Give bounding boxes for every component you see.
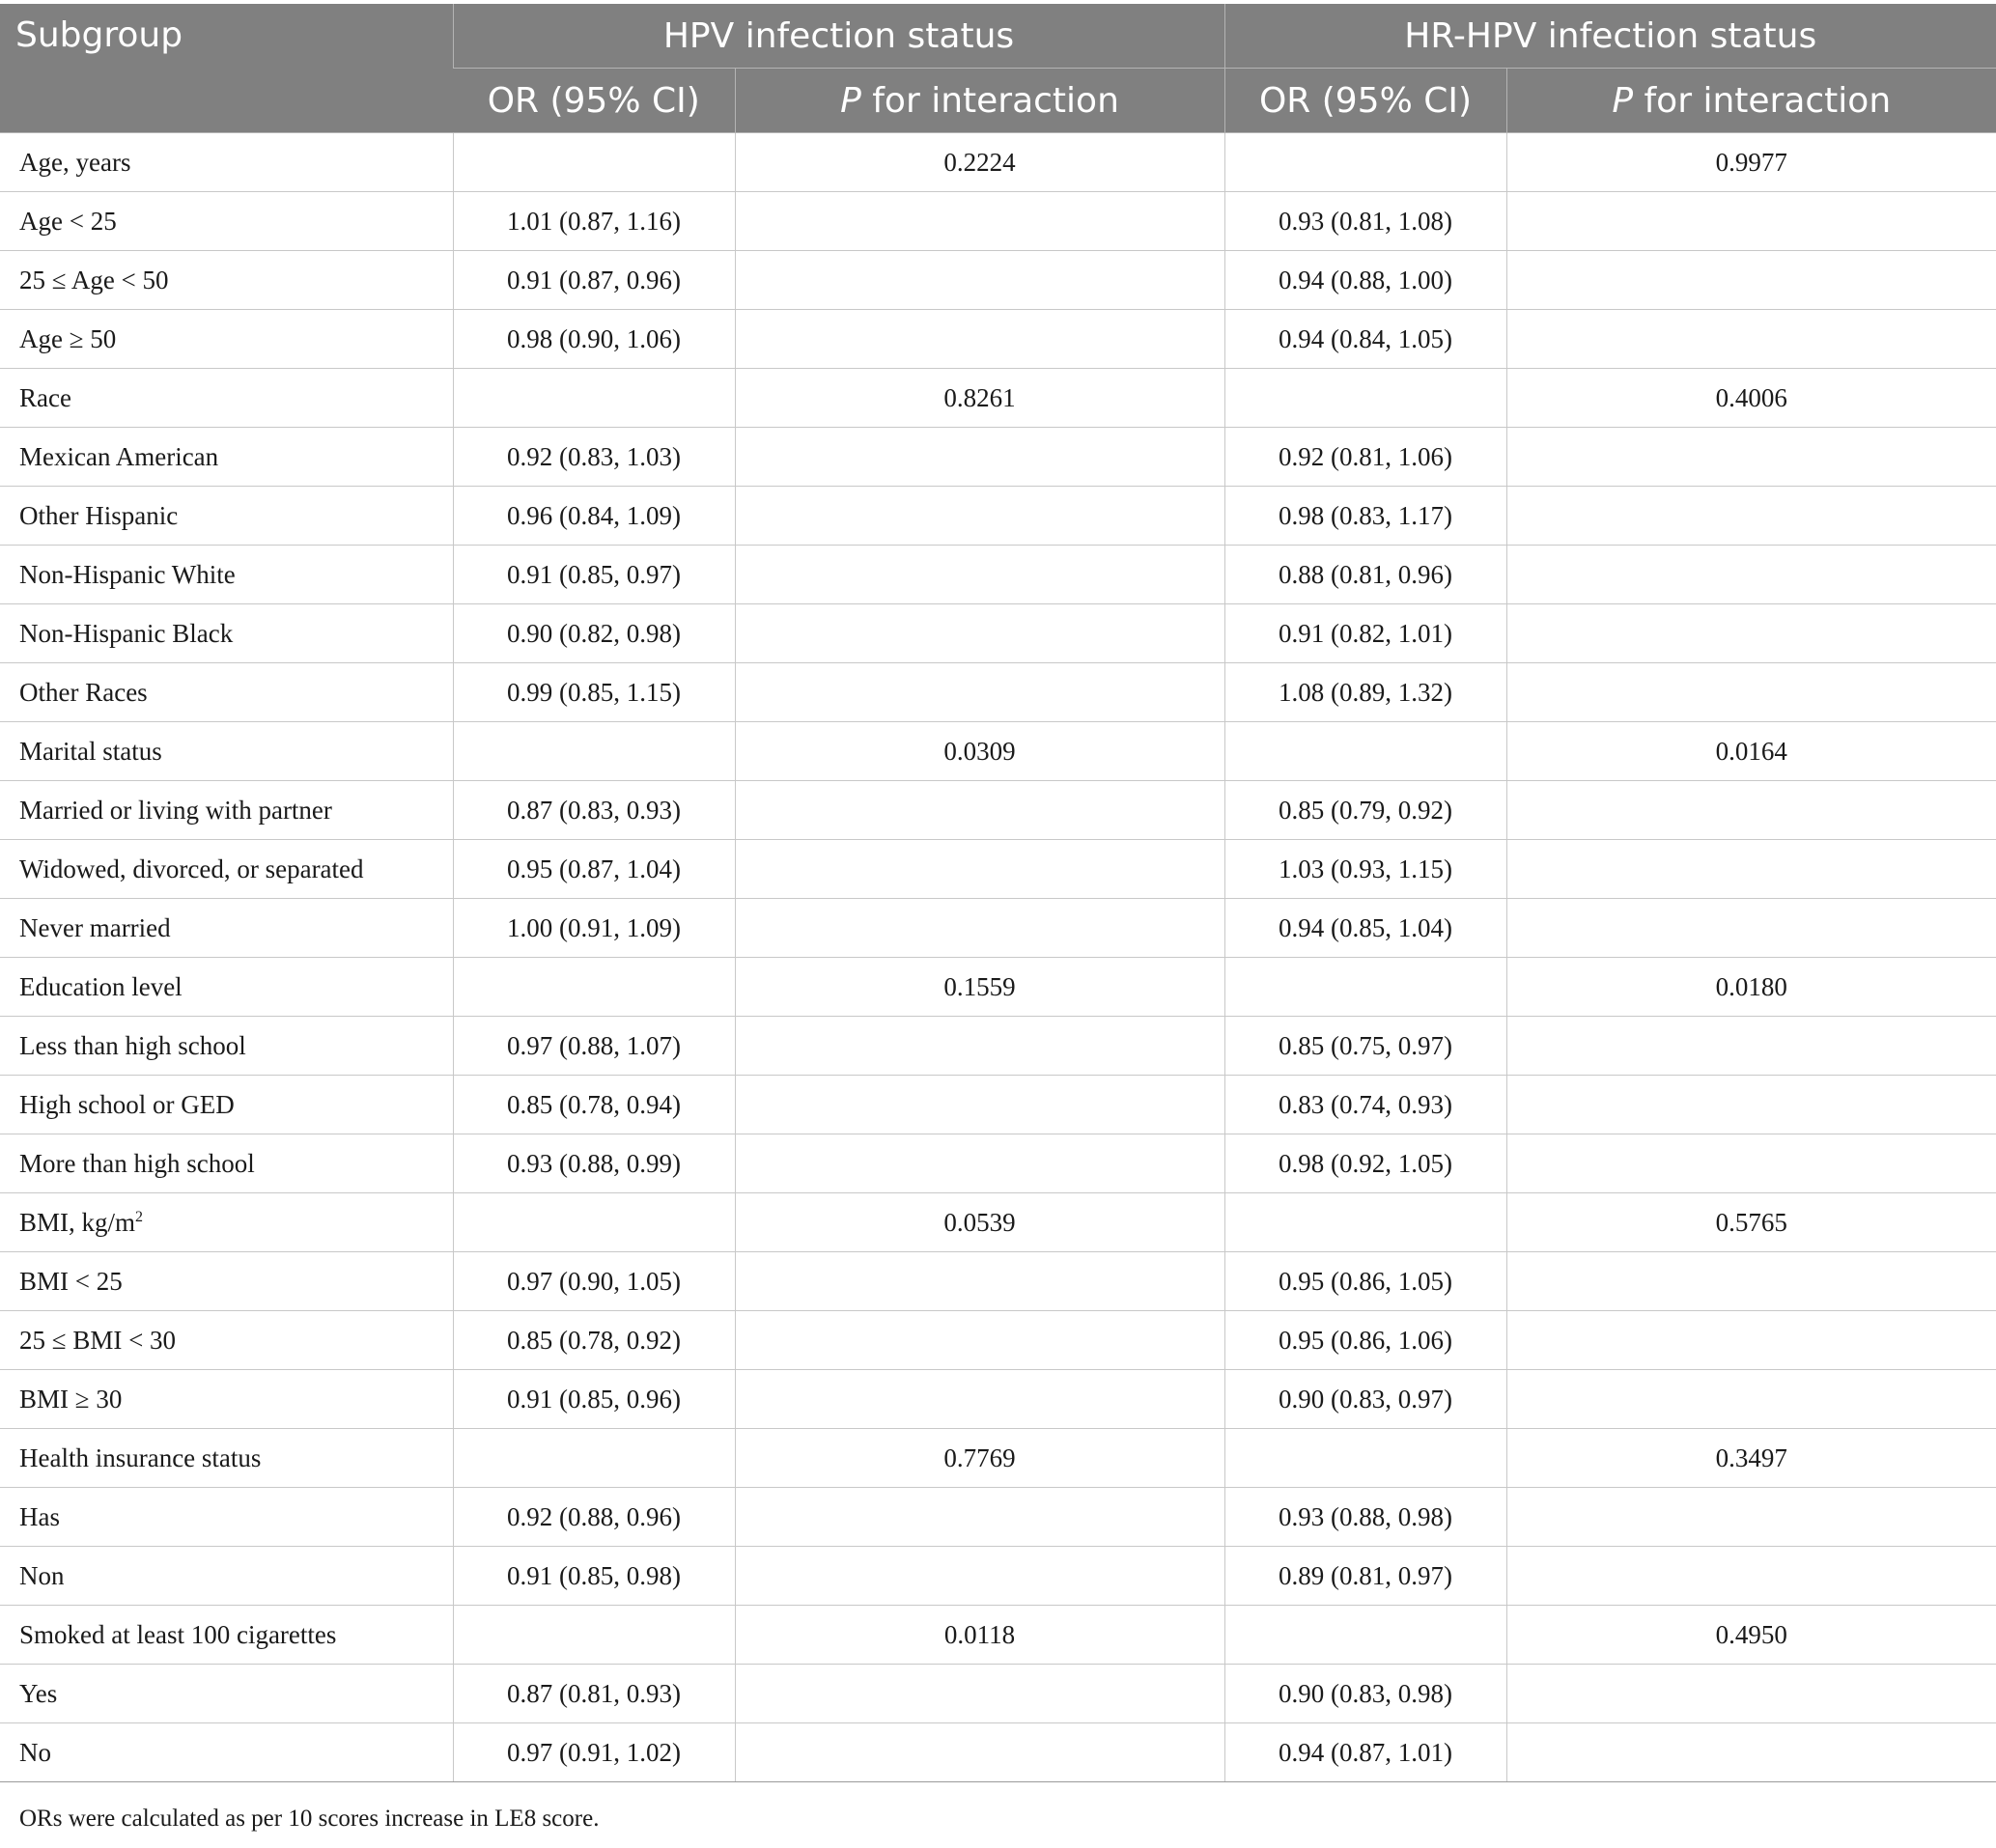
subgroup-cell-text: More than high school bbox=[19, 1148, 255, 1178]
hpv-or-cell bbox=[453, 487, 735, 546]
subgroup-cell bbox=[0, 1311, 453, 1370]
hpv-p-cell bbox=[735, 428, 1224, 487]
table-row bbox=[0, 1017, 1996, 1076]
hrhpv-or-cell-text: 0.92 (0.81, 1.06) bbox=[1279, 441, 1452, 471]
hrhpv-or-cell bbox=[1224, 781, 1506, 840]
table-row bbox=[0, 899, 1996, 958]
hrhpv-p-cell bbox=[1506, 192, 1996, 251]
hrhpv-p-cell bbox=[1506, 663, 1996, 722]
hpv-or-cell-text: 0.98 (0.90, 1.06) bbox=[507, 323, 681, 353]
hpv-or-cell-text: 0.87 (0.81, 0.93) bbox=[507, 1678, 681, 1708]
hrhpv-p-cell bbox=[1506, 958, 1996, 1017]
table-row bbox=[0, 1134, 1996, 1193]
hpv-p-cell bbox=[735, 487, 1224, 546]
hpv-or-cell-text: 0.91 (0.85, 0.98) bbox=[507, 1560, 681, 1590]
hpv-p-cell bbox=[735, 192, 1224, 251]
table-row bbox=[0, 604, 1996, 663]
hrhpv-or-cell-text: 0.94 (0.85, 1.04) bbox=[1279, 912, 1452, 942]
header-row-groups bbox=[0, 4, 1996, 69]
hrhpv-or-cell-text: 0.98 (0.92, 1.05) bbox=[1279, 1148, 1452, 1178]
hrhpv-or-cell bbox=[1224, 428, 1506, 487]
subgroup-cell-text: BMI ≥ 30 bbox=[19, 1384, 123, 1414]
hpv-or-cell bbox=[453, 722, 735, 781]
table-row bbox=[0, 1429, 1996, 1488]
hpv-p-cell bbox=[735, 1606, 1224, 1665]
hpv-p-cell bbox=[735, 1488, 1224, 1547]
table-row bbox=[0, 428, 1996, 487]
subgroup-cell bbox=[0, 192, 453, 251]
subgroup-header: Subgroup bbox=[0, 4, 453, 133]
hrhpv-or-cell-text: 0.95 (0.86, 1.06) bbox=[1279, 1325, 1452, 1355]
hpv-or-cell-text: 0.85 (0.78, 0.94) bbox=[507, 1089, 681, 1119]
subgroup-cell bbox=[0, 663, 453, 722]
p-rest: for interaction bbox=[860, 80, 1119, 121]
table-wrapper bbox=[0, 4, 1996, 1782]
hrhpv-or-cell-text: 1.03 (0.93, 1.15) bbox=[1279, 854, 1452, 883]
table-row bbox=[0, 663, 1996, 722]
hpv-or-cell bbox=[453, 1193, 735, 1252]
hrhpv-or-cell bbox=[1224, 958, 1506, 1017]
subgroup-cell-text: Smoked at least 100 cigarettes bbox=[19, 1619, 337, 1649]
hrhpv-or-cell-text: 0.90 (0.83, 0.98) bbox=[1279, 1678, 1452, 1708]
subgroup-cell-text: High school or GED bbox=[19, 1089, 235, 1119]
hpv-p-cell bbox=[735, 1134, 1224, 1193]
subgroup-cell-text: BMI < 25 bbox=[19, 1266, 123, 1296]
table-row bbox=[0, 1488, 1996, 1547]
hpv-or-cell-text: 0.92 (0.88, 0.96) bbox=[507, 1501, 681, 1531]
subgroup-cell bbox=[0, 1665, 453, 1723]
subgroup-cell bbox=[0, 1134, 453, 1193]
hpv-or-cell bbox=[453, 781, 735, 840]
hpv-p-cell bbox=[735, 663, 1224, 722]
hpv-p-cell bbox=[735, 1665, 1224, 1723]
subgroup-cell-text: Yes bbox=[19, 1678, 58, 1708]
subgroup-cell-text: Age, years bbox=[19, 147, 131, 177]
hrhpv-p-cell-text: 0.4006 bbox=[1715, 382, 1787, 412]
subgroup-cell bbox=[0, 722, 453, 781]
hpv-or-cell bbox=[453, 251, 735, 310]
hrhpv-or-cell bbox=[1224, 1134, 1506, 1193]
table-row bbox=[0, 310, 1996, 369]
table-row bbox=[0, 369, 1996, 428]
hrhpv-or-cell bbox=[1224, 1665, 1506, 1723]
hpv-or-cell-text: 0.97 (0.90, 1.05) bbox=[507, 1266, 681, 1296]
subgroup-cell-text: Widowed, divorced, or separated bbox=[19, 854, 364, 883]
hpv-or-cell bbox=[453, 1665, 735, 1723]
subgroup-cell-text: Married or living with partner bbox=[19, 795, 332, 825]
hpv-or-cell-text: 0.91 (0.85, 0.96) bbox=[507, 1384, 681, 1414]
subgroup-cell-text: 25 ≤ BMI < 30 bbox=[19, 1325, 177, 1355]
hrhpv-or-cell bbox=[1224, 192, 1506, 251]
hpv-p-cell-text: 0.0118 bbox=[943, 1619, 1016, 1649]
subgroup-cell bbox=[0, 1429, 453, 1488]
hpv-p-cell bbox=[735, 546, 1224, 604]
hrhpv-p-cell-text: 0.9977 bbox=[1715, 147, 1787, 177]
hrhpv-p-cell bbox=[1506, 604, 1996, 663]
hrhpv-p-cell bbox=[1506, 369, 1996, 428]
hrhpv-p-cell bbox=[1506, 1606, 1996, 1665]
subgroup-cell-text: Marital status bbox=[19, 736, 162, 766]
hrhpv-or-cell-text: 0.85 (0.75, 0.97) bbox=[1279, 1030, 1452, 1060]
table-row bbox=[0, 133, 1996, 192]
hrhpv-p-cell bbox=[1506, 1076, 1996, 1134]
hrhpv-p-cell bbox=[1506, 1370, 1996, 1429]
hrhpv-p-cell-text: 0.4950 bbox=[1715, 1619, 1787, 1649]
table-row bbox=[0, 958, 1996, 1017]
table-row bbox=[0, 1606, 1996, 1665]
hrhpv-or-cell bbox=[1224, 1606, 1506, 1665]
subgroup-cell bbox=[0, 604, 453, 663]
hpv-p-cell bbox=[735, 1370, 1224, 1429]
subgroup-cell bbox=[0, 428, 453, 487]
table-row bbox=[0, 1311, 1996, 1370]
table-row bbox=[0, 192, 1996, 251]
subgroup-cell bbox=[0, 958, 453, 1017]
hrhpv-or-cell bbox=[1224, 1193, 1506, 1252]
table-row bbox=[0, 1547, 1996, 1606]
p-italic: P bbox=[1612, 80, 1634, 121]
subgroup-cell-text: Non-Hispanic Black bbox=[19, 618, 234, 648]
hpv-or-cell-text: 0.90 (0.82, 0.98) bbox=[507, 618, 681, 648]
hrhpv-p-cell bbox=[1506, 840, 1996, 899]
table-footnote: ORs were calculated as per 10 scores increase in LE8 score. bbox=[19, 1806, 600, 1832]
table-row bbox=[0, 1252, 1996, 1311]
table-row bbox=[0, 487, 1996, 546]
hrhpv-p-cell bbox=[1506, 1723, 1996, 1782]
hrhpv-p-header bbox=[1506, 69, 1996, 133]
hrhpv-p-cell bbox=[1506, 133, 1996, 192]
hpv-p-cell bbox=[735, 1547, 1224, 1606]
table-row bbox=[0, 1076, 1996, 1134]
hrhpv-or-cell-text: 0.83 (0.74, 0.93) bbox=[1279, 1089, 1452, 1119]
subgroup-cell-text: Age ≥ 50 bbox=[19, 323, 117, 353]
hpv-p-cell-text: 0.1559 bbox=[943, 971, 1016, 1001]
hrhpv-or-cell bbox=[1224, 1252, 1506, 1311]
hpv-p-cell bbox=[735, 1076, 1224, 1134]
hrhpv-group-header: HR-HPV infection status bbox=[1224, 4, 1996, 69]
hpv-p-cell bbox=[735, 958, 1224, 1017]
hrhpv-or-cell bbox=[1224, 604, 1506, 663]
hrhpv-p-cell bbox=[1506, 722, 1996, 781]
hrhpv-or-cell-text: 0.85 (0.79, 0.92) bbox=[1279, 795, 1452, 825]
subgroup-cell-text: No bbox=[19, 1737, 51, 1767]
hpv-or-cell bbox=[453, 1606, 735, 1665]
subgroup-cell bbox=[0, 1723, 453, 1782]
table-row bbox=[0, 251, 1996, 310]
subgroup-cell-text: Never married bbox=[19, 912, 171, 942]
unit-superscript: 2 bbox=[135, 1208, 144, 1225]
hpv-or-cell-text: 0.85 (0.78, 0.92) bbox=[507, 1325, 681, 1355]
subgroup-cell bbox=[0, 1017, 453, 1076]
hrhpv-or-cell-text: 0.98 (0.83, 1.17) bbox=[1279, 500, 1452, 530]
hrhpv-p-cell bbox=[1506, 251, 1996, 310]
hrhpv-or-cell bbox=[1224, 1311, 1506, 1370]
hrhpv-or-header: OR (95% CI) bbox=[1224, 69, 1506, 133]
hrhpv-or-cell bbox=[1224, 487, 1506, 546]
subgroup-cell-text: Less than high school bbox=[19, 1030, 246, 1060]
table-row bbox=[0, 1723, 1996, 1782]
hpv-p-cell bbox=[735, 1429, 1224, 1488]
hpv-p-cell bbox=[735, 1017, 1224, 1076]
hrhpv-or-cell-text: 0.94 (0.88, 1.00) bbox=[1279, 265, 1452, 294]
hrhpv-or-cell-text: 0.94 (0.87, 1.01) bbox=[1279, 1737, 1452, 1767]
subgroup-cell bbox=[0, 1076, 453, 1134]
subgroup-cell-text: Race bbox=[19, 382, 71, 412]
table-header bbox=[0, 4, 1996, 133]
hpv-p-cell bbox=[735, 1723, 1224, 1782]
hpv-or-cell bbox=[453, 1547, 735, 1606]
hpv-p-cell bbox=[735, 133, 1224, 192]
hpv-or-cell bbox=[453, 1429, 735, 1488]
hpv-or-cell-text: 0.92 (0.83, 1.03) bbox=[507, 441, 681, 471]
hpv-or-cell bbox=[453, 133, 735, 192]
hpv-p-cell-text: 0.2224 bbox=[943, 147, 1016, 177]
hpv-or-cell bbox=[453, 546, 735, 604]
hrhpv-p-cell-text: 0.0164 bbox=[1715, 736, 1787, 766]
table-row bbox=[0, 722, 1996, 781]
hrhpv-or-cell bbox=[1224, 1547, 1506, 1606]
hrhpv-p-cell-text: 0.0180 bbox=[1715, 971, 1787, 1001]
subgroup-cell-text: Health insurance status bbox=[19, 1442, 262, 1472]
subgroup-cell bbox=[0, 369, 453, 428]
hrhpv-p-cell bbox=[1506, 899, 1996, 958]
subgroup-cell bbox=[0, 1488, 453, 1547]
hpv-or-cell bbox=[453, 663, 735, 722]
subgroup-cell bbox=[0, 1606, 453, 1665]
subgroup-cell bbox=[0, 487, 453, 546]
subgroup-cell-text: Other Hispanic bbox=[19, 500, 179, 530]
hrhpv-p-cell bbox=[1506, 546, 1996, 604]
hpv-group-header: HPV infection status bbox=[453, 4, 1224, 69]
hpv-or-cell bbox=[453, 369, 735, 428]
hpv-p-cell bbox=[735, 369, 1224, 428]
subgroup-table bbox=[0, 4, 1996, 1782]
hrhpv-or-cell bbox=[1224, 1723, 1506, 1782]
hpv-or-cell bbox=[453, 1488, 735, 1547]
hrhpv-or-cell bbox=[1224, 251, 1506, 310]
hrhpv-or-cell-text: 0.94 (0.84, 1.05) bbox=[1279, 323, 1452, 353]
hpv-p-cell bbox=[735, 722, 1224, 781]
subgroup-cell bbox=[0, 546, 453, 604]
subgroup-cell bbox=[0, 1252, 453, 1311]
hpv-or-cell-text: 0.97 (0.88, 1.07) bbox=[507, 1030, 681, 1060]
hpv-or-cell bbox=[453, 192, 735, 251]
hpv-p-cell-text: 0.8261 bbox=[943, 382, 1016, 412]
hrhpv-p-cell bbox=[1506, 310, 1996, 369]
subgroup-cell-text: Other Races bbox=[19, 677, 148, 707]
hpv-or-cell-text: 1.01 (0.87, 1.16) bbox=[507, 206, 681, 236]
hrhpv-or-cell bbox=[1224, 1370, 1506, 1429]
hpv-or-cell bbox=[453, 428, 735, 487]
hpv-or-cell bbox=[453, 1017, 735, 1076]
table-row bbox=[0, 1370, 1996, 1429]
subgroup-cell-text: BMI, kg/m bbox=[19, 1207, 136, 1237]
hrhpv-or-cell-text: 0.89 (0.81, 0.97) bbox=[1279, 1560, 1452, 1590]
hpv-or-cell bbox=[453, 958, 735, 1017]
hpv-p-cell bbox=[735, 1311, 1224, 1370]
subgroup-cell-text: Non-Hispanic White bbox=[19, 559, 236, 589]
hpv-or-cell-text: 0.91 (0.85, 0.97) bbox=[507, 559, 681, 589]
hrhpv-p-cell-text: 0.3497 bbox=[1715, 1442, 1787, 1472]
subgroup-cell-text: Age < 25 bbox=[19, 206, 117, 236]
hrhpv-or-cell-text: 0.93 (0.88, 0.98) bbox=[1279, 1501, 1452, 1531]
subgroup-cell bbox=[0, 133, 453, 192]
hpv-or-cell bbox=[453, 604, 735, 663]
subgroup-cell bbox=[0, 1370, 453, 1429]
hrhpv-p-cell bbox=[1506, 781, 1996, 840]
hpv-or-cell-text: 0.95 (0.87, 1.04) bbox=[507, 854, 681, 883]
hrhpv-p-cell bbox=[1506, 1134, 1996, 1193]
hrhpv-p-cell bbox=[1506, 1429, 1996, 1488]
table-row bbox=[0, 781, 1996, 840]
hrhpv-or-cell bbox=[1224, 1488, 1506, 1547]
hrhpv-or-cell bbox=[1224, 899, 1506, 958]
table-row bbox=[0, 840, 1996, 899]
table-row bbox=[0, 1193, 1996, 1252]
hrhpv-or-cell bbox=[1224, 840, 1506, 899]
hpv-p-cell bbox=[735, 251, 1224, 310]
hrhpv-p-cell bbox=[1506, 1311, 1996, 1370]
hpv-or-cell bbox=[453, 1252, 735, 1311]
hpv-p-cell bbox=[735, 899, 1224, 958]
hrhpv-p-cell bbox=[1506, 1488, 1996, 1547]
hrhpv-p-cell bbox=[1506, 428, 1996, 487]
subgroup-cell bbox=[0, 840, 453, 899]
hrhpv-or-cell bbox=[1224, 369, 1506, 428]
hrhpv-or-cell bbox=[1224, 1017, 1506, 1076]
hpv-p-cell bbox=[735, 840, 1224, 899]
hpv-or-cell bbox=[453, 310, 735, 369]
hpv-or-cell-text: 0.97 (0.91, 1.02) bbox=[507, 1737, 681, 1767]
hpv-or-cell-text: 0.96 (0.84, 1.09) bbox=[507, 500, 681, 530]
hrhpv-or-cell bbox=[1224, 310, 1506, 369]
hpv-or-cell-text: 0.93 (0.88, 0.99) bbox=[507, 1148, 681, 1178]
hrhpv-p-cell bbox=[1506, 1193, 1996, 1252]
subgroup-cell bbox=[0, 899, 453, 958]
hrhpv-or-cell-text: 0.93 (0.81, 1.08) bbox=[1279, 206, 1452, 236]
subgroup-cell-text: Mexican American bbox=[19, 441, 219, 471]
hpv-or-cell-text: 1.00 (0.91, 1.09) bbox=[507, 912, 681, 942]
subgroup-cell-text: Has bbox=[19, 1501, 60, 1531]
hpv-or-cell bbox=[453, 1134, 735, 1193]
hpv-p-header bbox=[735, 69, 1224, 133]
hpv-or-cell bbox=[453, 1076, 735, 1134]
hrhpv-or-cell-text: 0.90 (0.83, 0.97) bbox=[1279, 1384, 1452, 1414]
hpv-p-cell-text: 0.0539 bbox=[943, 1207, 1016, 1237]
hpv-or-cell bbox=[453, 1723, 735, 1782]
subgroup-cell bbox=[0, 251, 453, 310]
hrhpv-or-cell bbox=[1224, 1429, 1506, 1488]
hpv-p-cell bbox=[735, 604, 1224, 663]
hpv-p-cell bbox=[735, 1252, 1224, 1311]
hpv-or-header: OR (95% CI) bbox=[453, 69, 735, 133]
subgroup-cell-text: 25 ≤ Age < 50 bbox=[19, 265, 169, 294]
hrhpv-or-cell-text: 1.08 (0.89, 1.32) bbox=[1279, 677, 1452, 707]
table-body bbox=[0, 133, 1996, 1782]
hrhpv-or-cell bbox=[1224, 663, 1506, 722]
subgroup-cell-text: Education level bbox=[19, 971, 183, 1001]
hpv-or-cell-text: 0.99 (0.85, 1.15) bbox=[507, 677, 681, 707]
hpv-or-cell bbox=[453, 899, 735, 958]
hrhpv-or-cell-text: 0.91 (0.82, 1.01) bbox=[1279, 618, 1452, 648]
hpv-or-cell-text: 0.91 (0.87, 0.96) bbox=[507, 265, 681, 294]
hpv-p-cell-text: 0.0309 bbox=[943, 736, 1016, 766]
hpv-or-cell bbox=[453, 1311, 735, 1370]
hrhpv-or-cell bbox=[1224, 133, 1506, 192]
hrhpv-p-cell bbox=[1506, 1547, 1996, 1606]
subgroup-cell-text: Non bbox=[19, 1560, 65, 1590]
hrhpv-p-cell bbox=[1506, 1017, 1996, 1076]
hrhpv-p-cell bbox=[1506, 1665, 1996, 1723]
hpv-p-cell bbox=[735, 1193, 1224, 1252]
p-rest: for interaction bbox=[1633, 80, 1892, 121]
subgroup-cell bbox=[0, 1193, 453, 1252]
subgroup-cell bbox=[0, 310, 453, 369]
table-row bbox=[0, 546, 1996, 604]
hrhpv-or-cell bbox=[1224, 546, 1506, 604]
hpv-or-cell bbox=[453, 840, 735, 899]
hpv-p-cell-text: 0.7769 bbox=[943, 1442, 1016, 1472]
hrhpv-p-cell bbox=[1506, 487, 1996, 546]
hpv-or-cell bbox=[453, 1370, 735, 1429]
hpv-p-cell bbox=[735, 781, 1224, 840]
hpv-p-cell bbox=[735, 310, 1224, 369]
hrhpv-or-cell bbox=[1224, 1076, 1506, 1134]
hpv-or-cell-text: 0.87 (0.83, 0.93) bbox=[507, 795, 681, 825]
subgroup-cell bbox=[0, 781, 453, 840]
hrhpv-or-cell-text: 0.95 (0.86, 1.05) bbox=[1279, 1266, 1452, 1296]
table-row bbox=[0, 1665, 1996, 1723]
hrhpv-or-cell-text: 0.88 (0.81, 0.96) bbox=[1279, 559, 1452, 589]
subgroup-cell bbox=[0, 1547, 453, 1606]
hrhpv-or-cell bbox=[1224, 722, 1506, 781]
hrhpv-p-cell bbox=[1506, 1252, 1996, 1311]
p-italic: P bbox=[840, 80, 861, 121]
hrhpv-p-cell-text: 0.5765 bbox=[1715, 1207, 1787, 1237]
